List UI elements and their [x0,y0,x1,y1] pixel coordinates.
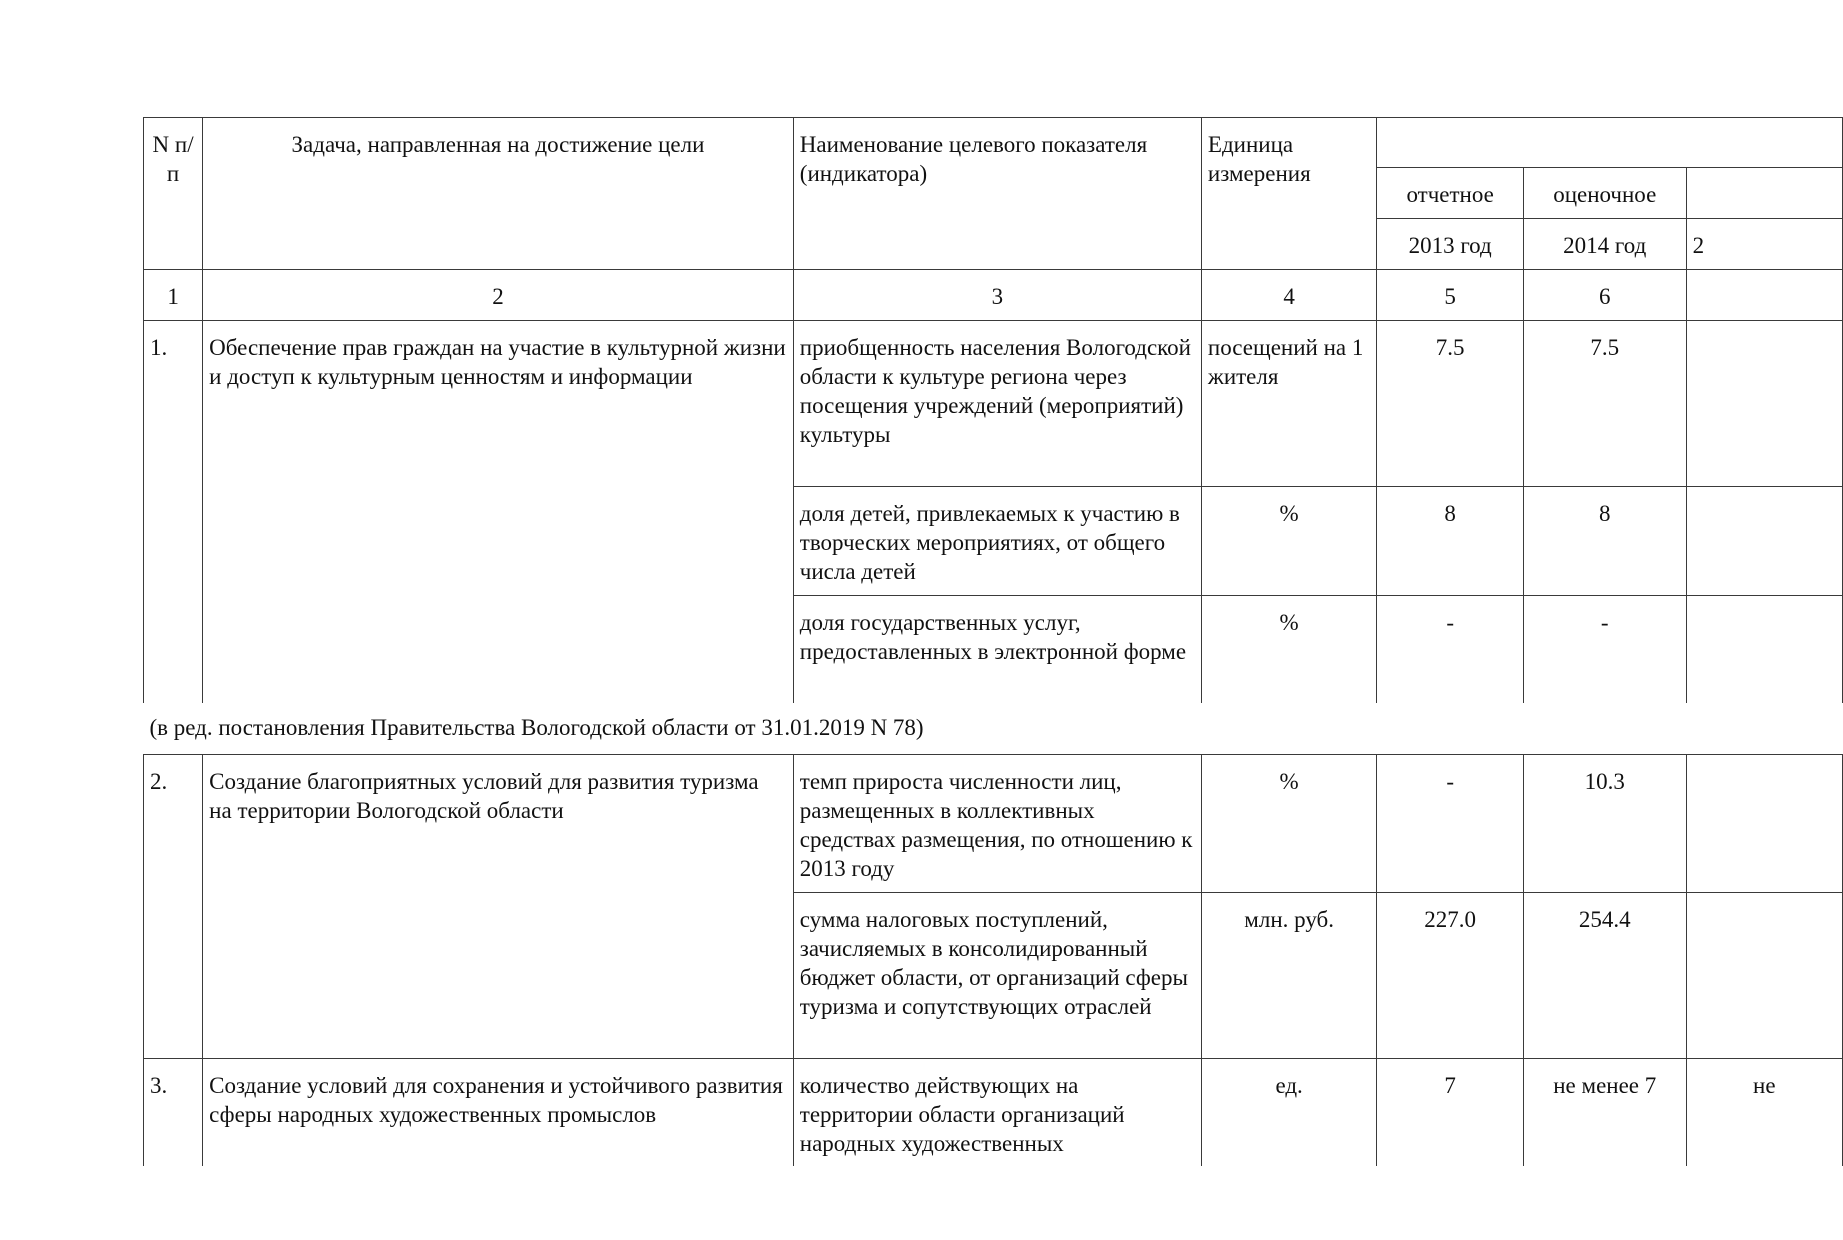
value-2013: 227.0 [1377,893,1524,1059]
col-number-5: 5 [1377,270,1524,321]
header-row [144,118,1843,168]
indicator-name: доля детей, привлекаемых к участию в творческих мероприятиях, от общего числа детей [793,487,1201,596]
header-indicator: Наименование целевого показателя (индикатора) [793,118,1201,270]
indicator-unit: % [1201,487,1376,596]
header-task: Задача, направленная на достижение цели [203,118,794,270]
value-2013: 8 [1377,487,1524,596]
header-next [1686,168,1842,219]
row-number: 2. [144,755,203,1059]
col-number-2: 2 [203,270,794,321]
col-number-4: 4 [1201,270,1376,321]
value-2013: 7.5 [1377,321,1524,487]
header-year-2014: 2014 год [1523,219,1686,270]
row-task: Создание благоприятных условий для развития туризма на территории Вологодской области [203,755,794,1059]
row-number: 1. [144,321,203,703]
value-2014: 8 [1523,487,1686,596]
indicator-unit: ед. [1201,1059,1376,1167]
value-next [1686,321,1842,487]
header-number: N п/п [144,118,203,270]
value-next [1686,893,1842,1059]
header-year-2013: 2013 год [1377,219,1524,270]
indicator-name: доля государственных услуг, предоставленных в электронной форме [793,596,1201,703]
value-2014: 10.3 [1523,755,1686,893]
indicator-unit: посещений на 1 жителя [1201,321,1376,487]
value-2014: 254.4 [1523,893,1686,1059]
table-row [144,1059,1843,1167]
header-values-group [1377,118,1843,168]
value-next [1686,755,1842,893]
row-task: Обеспечение прав граждан на участие в культурной жизни и доступ к культурным ценностям и информации [203,321,794,703]
col-number-6: 6 [1523,270,1686,321]
header-unit: Единица измерения [1201,118,1376,270]
amendment-note: (в ред. постановления Правительства Вологодской области от 31.01.2019 N 78) [149,714,924,740]
indicator-name: темп прироста численности лиц, размещенных в коллективных средствах размещения, по отношению к 2013 году [793,755,1201,893]
header-reported: отчетное [1377,168,1524,219]
value-2013: - [1377,755,1524,893]
header-year-next: 2 [1686,219,1842,270]
indicator-unit: % [1201,596,1376,703]
value-next [1686,487,1842,596]
indicator-name: количество действующих на территории области организаций народных художественных [793,1059,1201,1167]
row-number: 3. [144,1059,203,1167]
row-task: Создание условий для сохранения и устойчивого развития сферы народных художественных промыслов [203,1059,794,1167]
value-2014: - [1523,596,1686,703]
value-next: не [1686,1059,1842,1167]
value-2013: - [1377,596,1524,703]
indicator-name: приобщенность населения Вологодской области к культуре региона через посещения учреждений (мероприятий) культуры [793,321,1201,487]
value-next [1686,596,1842,703]
indicator-unit: % [1201,755,1376,893]
table-row [144,321,1843,487]
col-number-7 [1686,270,1842,321]
value-2014: 7.5 [1523,321,1686,487]
col-number-1: 1 [144,270,203,321]
indicator-name: сумма налоговых поступлений, зачисляемых в консолидированный бюджет области, от организаций сферы туризма и сопутствующих отраслей [793,893,1201,1059]
col-number-3: 3 [793,270,1201,321]
amendment-note-row [144,703,1843,755]
value-2014: не менее 7 [1523,1059,1686,1167]
numbering-row [144,270,1843,321]
indicators-table-wrapper [143,117,1843,1166]
value-2013: 7 [1377,1059,1524,1167]
indicator-unit: млн. руб. [1201,893,1376,1059]
header-estimated: оценочное [1523,168,1686,219]
indicators-table [143,117,1843,1166]
table-row [144,755,1843,893]
